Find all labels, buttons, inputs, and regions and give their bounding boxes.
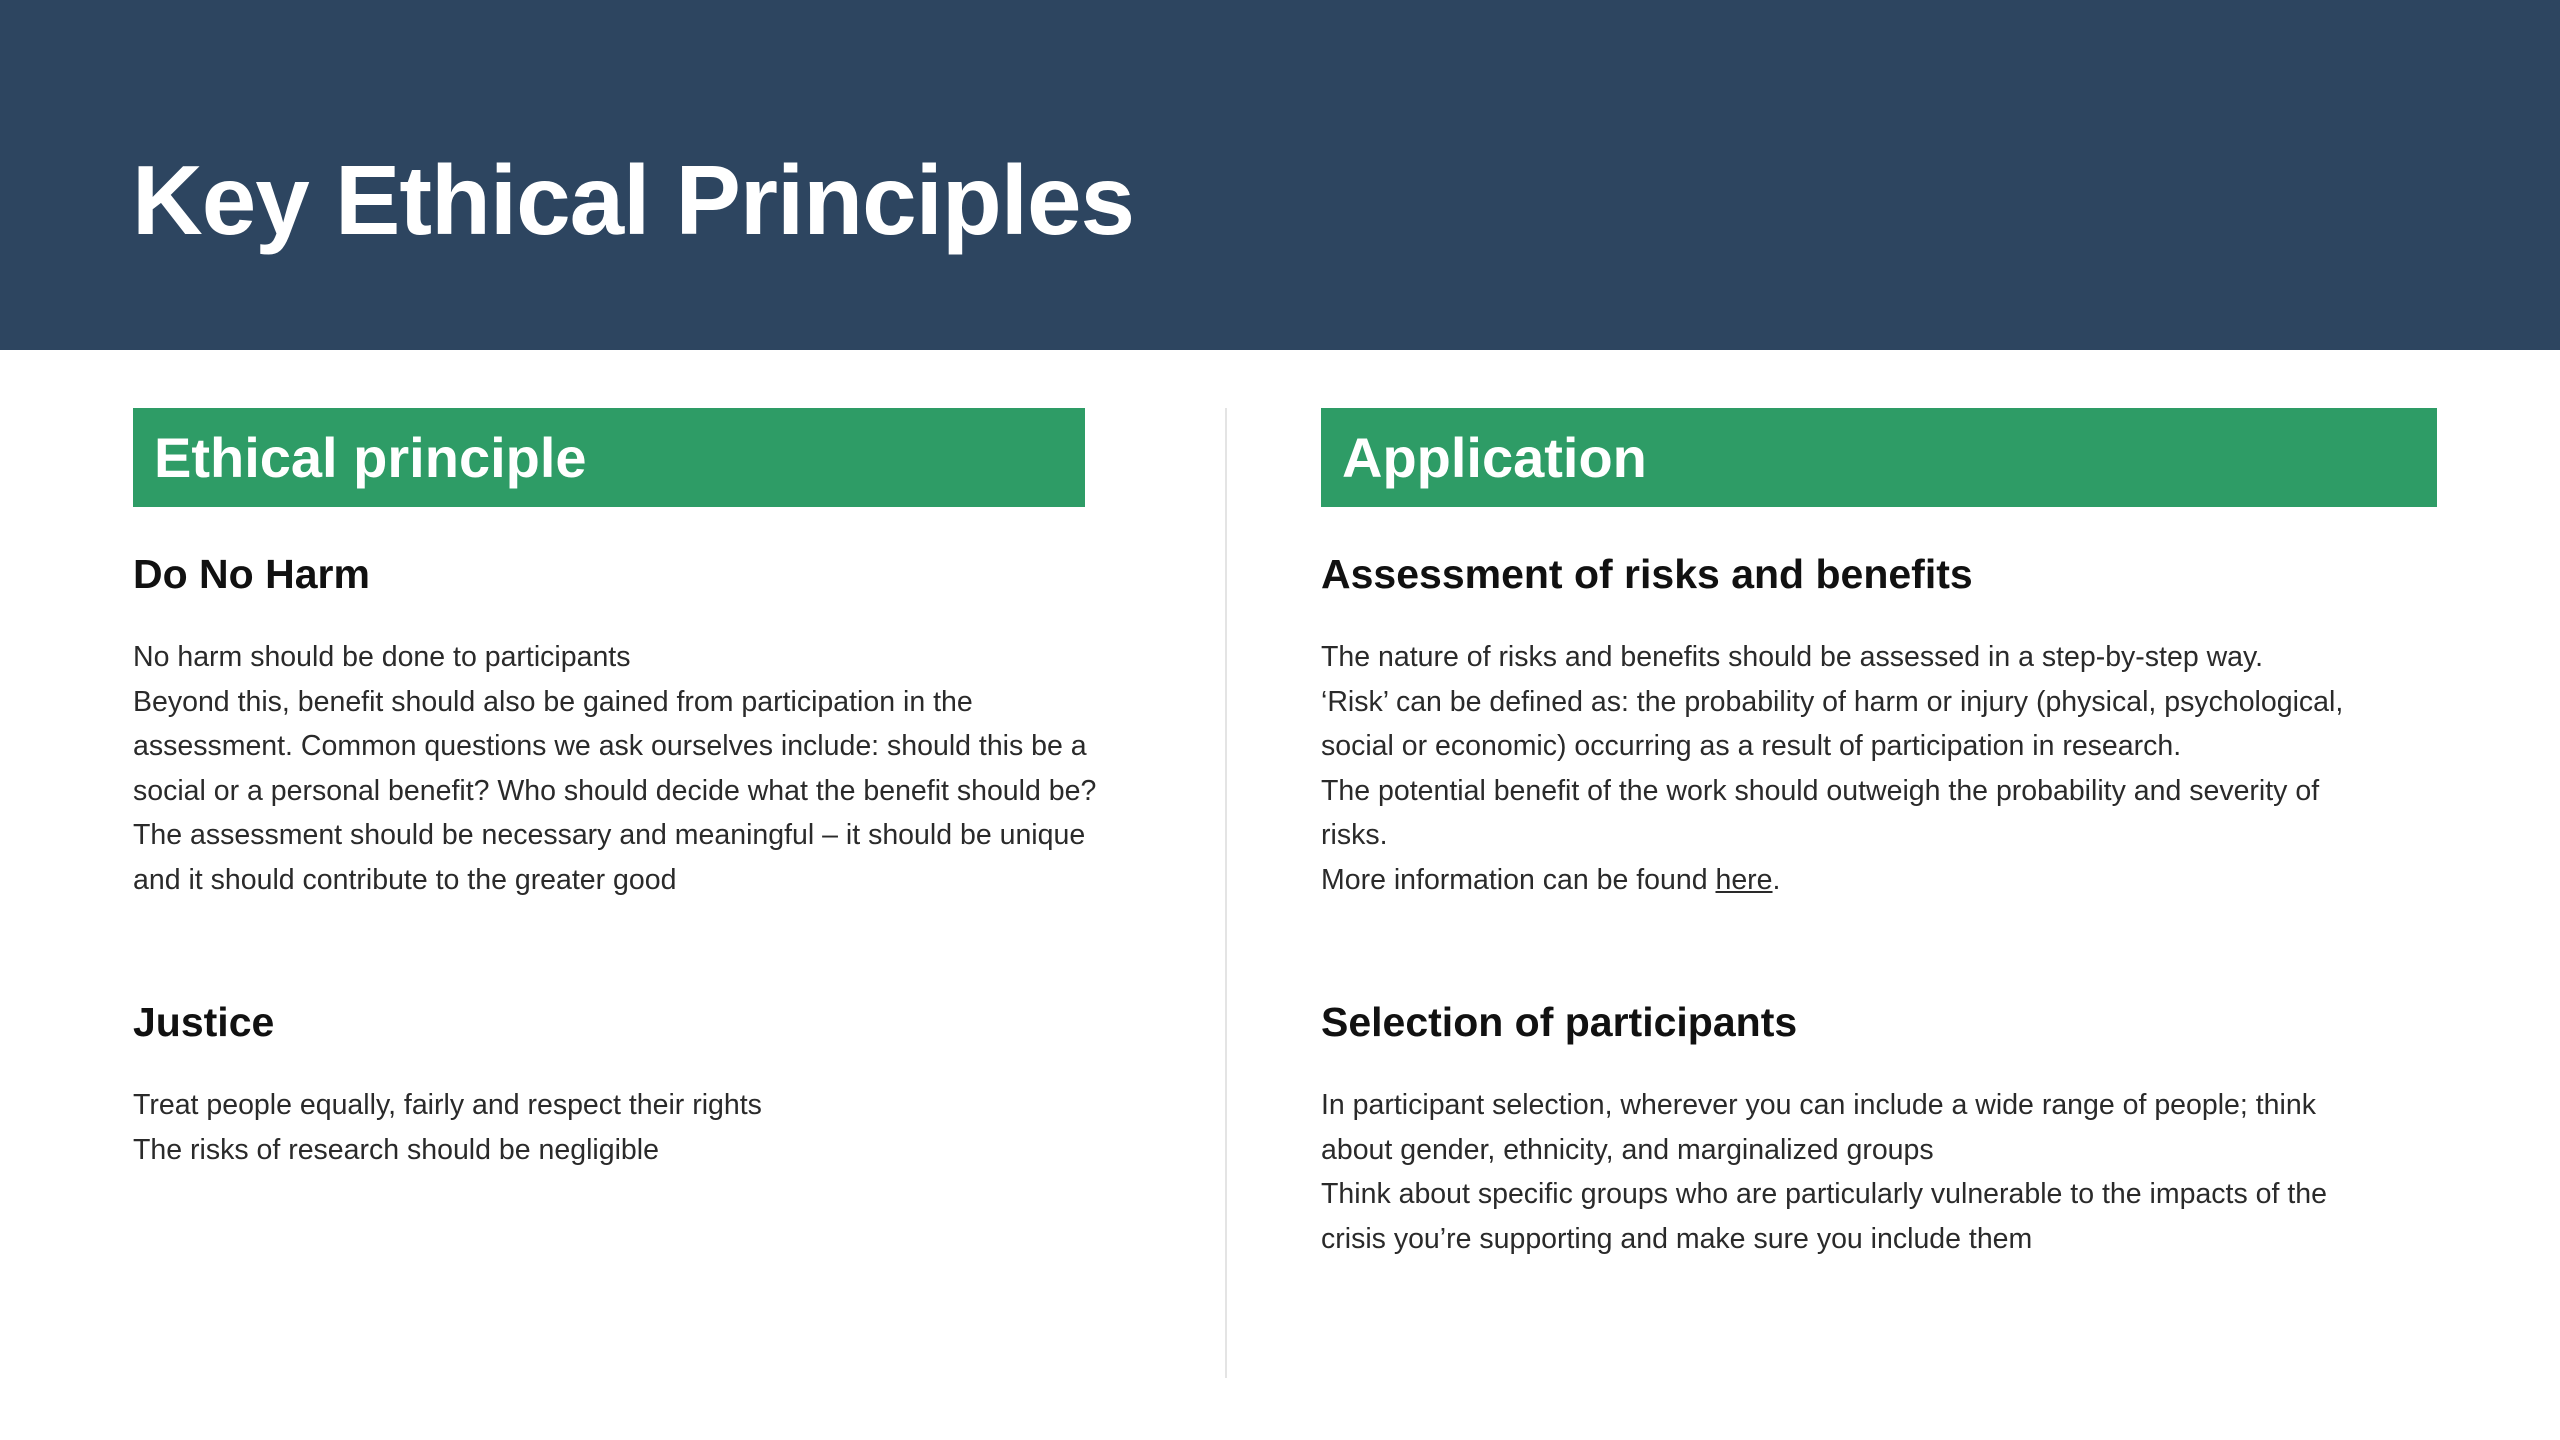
text-line: crisis you’re supporting and make sure you include them <box>1321 1222 2033 1255</box>
text-line: No harm should be done to participants <box>133 641 631 673</box>
text-line: risks. <box>1321 819 1388 851</box>
text-line: ‘Risk’ can be defined as: the probability of harm or injury (physical, psychological, <box>1321 685 2344 718</box>
text-line: social or economic) occurring as a result of participation in research. <box>1321 730 2182 762</box>
text-line: assessment. Common questions we ask ourselves include: should this be a <box>133 730 1087 762</box>
more-info-link[interactable]: here <box>1715 863 1773 896</box>
do-no-harm-heading: Do No Harm <box>133 551 370 597</box>
risks-benefits-heading: Assessment of risks and benefits <box>1321 551 1973 597</box>
justice-section <box>133 997 762 1172</box>
text-line: Treat people equally, fairly and respect their rights <box>133 1089 762 1121</box>
text-line: The potential benefit of the work should outweigh the probability and severity of <box>1321 774 2320 807</box>
text-line: Think about specific groups who are particularly vulnerable to the impacts of the <box>1321 1178 2327 1210</box>
text-line: The nature of risks and benefits should be assessed in a step-by-step way. <box>1321 641 2264 673</box>
text-line: The assessment should be necessary and meaningful – it should be unique <box>133 819 1086 851</box>
text-line: and it should contribute to the greater good <box>133 863 677 896</box>
page-title: Key Ethical Principles <box>132 145 1134 255</box>
selection-participants-heading: Selection of participants <box>1321 999 1798 1045</box>
text-line: The risks of research should be negligible <box>133 1133 659 1166</box>
do-no-harm-section <box>133 549 1096 902</box>
application-column <box>1321 408 2451 1255</box>
more-info-line <box>1321 858 2343 903</box>
column-divider <box>1225 408 1227 1378</box>
application-header: Application <box>1321 408 2437 507</box>
text-line: In participant selection, wherever you can include a wide range of people; think <box>1321 1089 2316 1121</box>
do-no-harm-text <box>133 635 1096 902</box>
title-banner <box>0 0 2560 350</box>
justice-text <box>133 1083 762 1172</box>
more-info-prefix: More information can be found <box>1321 863 1716 896</box>
selection-participants-text <box>1321 1083 2327 1261</box>
risks-benefits-section <box>1321 549 2343 902</box>
more-info-suffix: . <box>1772 863 1781 896</box>
text-line: social or a personal benefit? Who should decide what the benefit should be? <box>133 774 1097 807</box>
selection-participants-section <box>1321 997 2327 1261</box>
justice-heading: Justice <box>133 999 275 1045</box>
ethical-principle-column <box>133 408 1193 1166</box>
risks-benefits-text <box>1321 635 2343 902</box>
text-line: about gender, ethnicity, and marginalized groups <box>1321 1133 1934 1166</box>
ethical-principle-header: Ethical principle <box>133 408 1085 507</box>
text-line: Beyond this, benefit should also be gained from participation in the <box>133 685 973 718</box>
